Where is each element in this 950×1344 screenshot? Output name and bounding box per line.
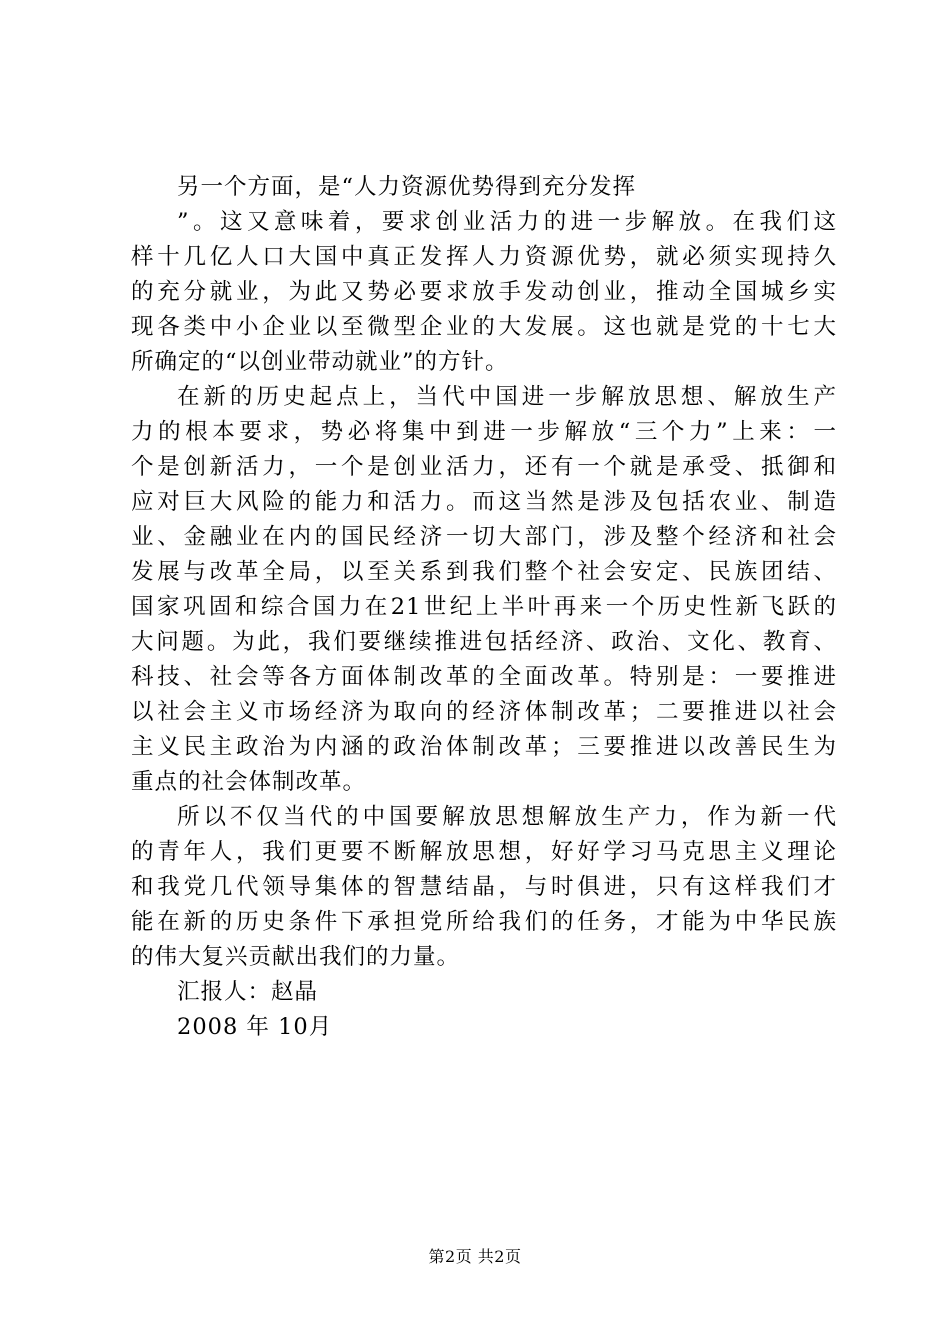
paragraph-line: 样十几亿人口大国中真正发挥人力资源优势，就必须实现持久 xyxy=(131,244,837,270)
paragraph-line: 所确定的“以创业带动就业”的方针。 xyxy=(131,349,509,375)
paragraph-line: ”。这又意味着，要求创业活力的进一步解放。在我们这 xyxy=(177,209,837,235)
paragraph-line: 业、金融业在内的国民经济一切大部门，涉及整个经济和社会 xyxy=(131,524,837,550)
paragraph-line: 在新的历史起点上，当代中国进一步解放思想、解放生产 xyxy=(177,384,837,410)
document-body xyxy=(131,170,837,1045)
reporter-line: 汇报人：赵晶 xyxy=(177,979,319,1005)
paragraph-line: 应对巨大风险的能力和活力。而这当然是涉及包括农业、制造 xyxy=(131,489,837,515)
paragraph-line: 能在新的历史条件下承担党所给我们的任务，才能为中华民族 xyxy=(131,909,837,935)
paragraph-line: 发展与改革全局，以至关系到我们整个社会安定、民族团结、 xyxy=(131,559,837,585)
paragraph-line: 所以不仅当代的中国要解放思想解放生产力，作为新一代 xyxy=(177,804,837,830)
paragraph-line: 重点的社会体制改革。 xyxy=(131,769,367,795)
page-number-footer: 第2页 共2页 xyxy=(428,1247,522,1266)
paragraph-line: 以社会主义市场经济为取向的经济体制改革；二要推进以社会 xyxy=(131,699,837,725)
paragraph-line: 力的根本要求，势必将集中到进一步解放“三个力”上来：一 xyxy=(131,419,837,445)
paragraph-line: 个是创新活力，一个是创业活力，还有一个就是承受、抵御和 xyxy=(131,454,837,480)
date-line: 2008 年 10月 xyxy=(177,1014,333,1040)
paragraph-line: 和我党几代领导集体的智慧结晶，与时俱进，只有这样我们才 xyxy=(131,874,837,900)
paragraph-line: 另一个方面，是“人力资源优势得到充分发挥 xyxy=(177,174,637,200)
paragraph-line: 国家巩固和综合国力在21世纪上半叶再来一个历史性新飞跃的 xyxy=(131,594,837,620)
paragraph-line: 大问题。为此，我们要继续推进包括经济、政治、文化、教育、 xyxy=(131,629,837,655)
paragraph-line: 科技、社会等各方面体制改革的全面改革。特别是：一要推进 xyxy=(131,664,837,690)
paragraph-line: 的伟大复兴贡献出我们的力量。 xyxy=(131,944,461,970)
paragraph-line: 主义民主政治为内涵的政治体制改革；三要推进以改善民生为 xyxy=(131,734,837,760)
paragraph-line: 现各类中小企业以至微型企业的大发展。这也就是党的十七大 xyxy=(131,314,837,340)
paragraph-line: 的充分就业，为此又势必要求放手发动创业，推动全国城乡实 xyxy=(131,279,837,305)
paragraph-line: 的青年人，我们更要不断解放思想，好好学习马克思主义理论 xyxy=(131,839,837,865)
